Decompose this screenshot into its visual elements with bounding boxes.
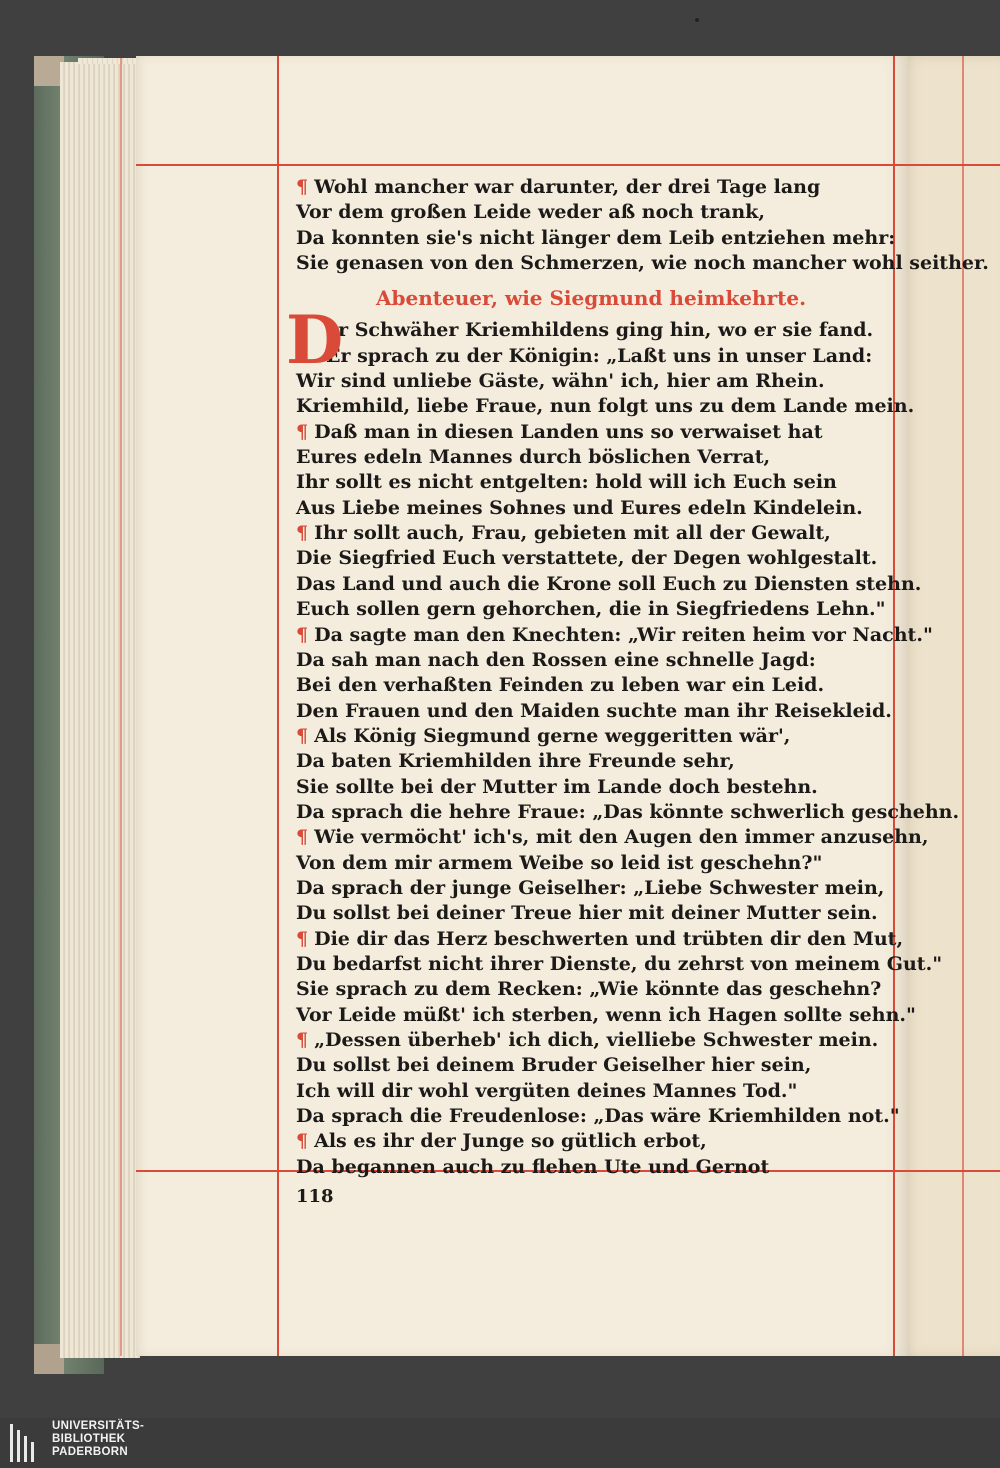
verse-line <box>296 623 933 648</box>
verse-line <box>296 952 943 977</box>
pilcrow-icon: ¶ <box>296 623 309 646</box>
verse-text: Sie sollte bei der Mutter im Lande doch bestehn. <box>296 775 818 798</box>
rule-inner-left <box>120 58 122 1356</box>
verse-text: Kriemhild, liebe Fraue, nun folgt uns zu dem Lande mein. <box>296 395 915 418</box>
verse-text: Ich will dir wohl vergüten deines Mannes Tod." <box>296 1079 798 1102</box>
library-logo-text <box>52 1420 144 1459</box>
verse-line <box>296 597 886 622</box>
verse-text: er Schwäher Kriemhildens ging hin, wo er sie fand. <box>326 319 874 342</box>
verse-text: Euch sollen gern gehorchen, die in Siegfriedens Lehn." <box>296 598 886 621</box>
verse-text: Bei den verhaßten Feinden zu leben war ein Leid. <box>296 674 825 697</box>
logo-line: BIBLIOTHEK <box>52 1433 126 1445</box>
opposite-page <box>900 56 1000 1356</box>
rule-opposite <box>962 56 964 1356</box>
rule-top <box>136 164 1000 166</box>
verse-line <box>296 800 960 825</box>
stanza-after-heading <box>296 318 960 1180</box>
logo-line: UNIVERSITÄTS- <box>52 1420 145 1432</box>
verse-text: Du bedarfst nicht ihrer Dienste, du zehrst von meinem Gut." <box>296 952 943 975</box>
verse-text: Das Land und auch die Krone soll Euch zu Diensten stehn. <box>296 572 922 595</box>
rule-left <box>277 56 279 1356</box>
verse-line <box>296 175 886 200</box>
page-number: 118 <box>296 1186 334 1207</box>
verse-text: Eures edeln Mannes durch böslichen Verrat, <box>296 446 771 469</box>
verse-text: Vor Leide müßt' ich sterben, wenn ich Hagen sollte sehn." <box>296 1003 916 1026</box>
verse-line <box>296 749 886 774</box>
verse-line <box>296 1028 886 1053</box>
poem-text <box>296 175 989 1180</box>
pilcrow-icon: ¶ <box>296 176 309 198</box>
verse-text: Daß man in diesen Landen uns so verwaiset hat <box>314 420 823 443</box>
verse-line <box>296 470 886 495</box>
verse-line <box>296 927 904 952</box>
verse-line <box>296 648 886 673</box>
verse-line <box>296 699 892 724</box>
verse-line <box>296 496 886 521</box>
verse-line <box>296 1053 886 1078</box>
verse-text: Vor dem großen Leide weder aß noch trank, <box>296 201 765 224</box>
verse-text: Da sagte man den Knechten: „Wir reiten heim vor Nacht." <box>314 623 933 646</box>
verse-text: Ihr sollt auch, Frau, gebieten mit all der Gewalt, <box>314 522 831 545</box>
library-logo-icon <box>10 1424 40 1462</box>
verse-line <box>296 1129 886 1154</box>
verse-text: Er sprach zu der Königin: „Laßt uns in unser Land: <box>326 344 873 367</box>
verse-text: Da begannen auch zu flehen Ute und Gernot <box>296 1155 770 1178</box>
stanza-before-heading <box>296 175 989 276</box>
verse-line <box>296 420 886 445</box>
verse-line <box>296 394 915 419</box>
verse-text: Du sollst bei deiner Treue hier mit deiner Mutter sein. <box>296 902 878 925</box>
verse-line <box>296 901 886 926</box>
verse-line <box>296 318 886 343</box>
verse-text: Den Frauen und den Maiden suchte man ihr Reisekleid. <box>296 699 892 722</box>
verse-line <box>296 445 886 470</box>
rule-right <box>893 56 895 1356</box>
verse-text: Als es ihr der Junge so gütlich erbot, <box>314 1130 707 1153</box>
verse-text: Die Siegfried Euch verstattete, der Degen wohlgestalt. <box>296 547 878 570</box>
verse-text: Da konnten sie's nicht länger dem Leib entziehen mehr: <box>296 226 896 249</box>
page-edges-top <box>78 58 140 64</box>
verse-line <box>296 546 886 571</box>
footer-bar <box>0 1418 1000 1468</box>
dust-speck <box>695 18 699 22</box>
verse-line <box>296 251 989 276</box>
pilcrow-icon: ¶ <box>296 927 309 950</box>
verse-text: Ihr sollt es nicht entgelten: hold will ich Euch sein <box>296 471 837 494</box>
verse-line <box>296 775 886 800</box>
verse-line <box>296 724 886 749</box>
verse-text: Als König Siegmund gerne weggeritten wär', <box>314 724 791 747</box>
verse-text: Da sah man nach den Rossen eine schnelle Jagd: <box>296 648 816 671</box>
verse-text: Da sprach der junge Geiselher: „Liebe Schwester mein, <box>296 876 885 899</box>
verse-line <box>296 825 929 850</box>
pilcrow-icon: ¶ <box>296 522 309 545</box>
verse-line <box>296 572 922 597</box>
verse-text: Wie vermöcht' ich's, mit den Augen den immer anzusehn, <box>314 826 929 849</box>
verse-line <box>296 1155 886 1180</box>
verse-line <box>296 876 886 901</box>
verse-text: Du sollst bei deinem Bruder Geiselher hier sein, <box>296 1054 812 1077</box>
verse-text: Die dir das Herz beschwerten und trübten dir den Mut, <box>314 927 904 950</box>
page-edges <box>60 62 140 1358</box>
verse-line <box>296 673 886 698</box>
verse-line <box>296 369 886 394</box>
verse-text: „Dessen überheb' ich dich, vielliebe Schwester mein. <box>314 1029 879 1051</box>
verse-text: Da baten Kriemhilden ihre Freunde sehr, <box>296 750 735 773</box>
verse-text: Wir sind unliebe Gäste, wähn' ich, hier am Rhein. <box>296 370 825 393</box>
verse-line <box>296 977 886 1002</box>
verse-text: Sie sprach zu dem Recken: „Wie könnte das geschehn? <box>296 978 882 1001</box>
verse-line <box>296 1003 916 1028</box>
verse-text: Da sprach die Freudenlose: „Das wäre Kriemhilden not." <box>296 1105 900 1128</box>
verse-text: Wohl mancher war darunter, der drei Tage lang <box>314 176 821 198</box>
pilcrow-icon: ¶ <box>296 724 309 747</box>
verse-line <box>296 1079 886 1104</box>
verse-line <box>296 521 886 546</box>
verse-text: Da sprach die hehre Fraue: „Das könnte schwerlich geschehn. <box>296 800 960 823</box>
verse-line <box>296 344 886 369</box>
verse-line <box>296 851 886 876</box>
verse-line <box>296 226 896 251</box>
verse-text: Von dem mir armem Weibe so leid ist geschehn?" <box>296 851 823 874</box>
pilcrow-icon: ¶ <box>296 420 309 443</box>
chapter-heading: Abenteuer, wie Siegmund heimkehrte. <box>375 286 807 311</box>
verse-line <box>296 200 886 225</box>
pilcrow-icon: ¶ <box>296 1029 309 1051</box>
verse-text: Sie genasen von den Schmerzen, wie noch mancher wohl seither. <box>296 252 989 275</box>
pilcrow-icon: ¶ <box>296 1130 309 1153</box>
pilcrow-icon: ¶ <box>296 826 309 849</box>
verse-line <box>296 1104 900 1129</box>
drop-cap: D <box>286 301 344 379</box>
logo-line: PADERBORN <box>52 1446 128 1458</box>
verse-text: Aus Liebe meines Sohnes und Eures edeln Kindelein. <box>296 496 863 519</box>
